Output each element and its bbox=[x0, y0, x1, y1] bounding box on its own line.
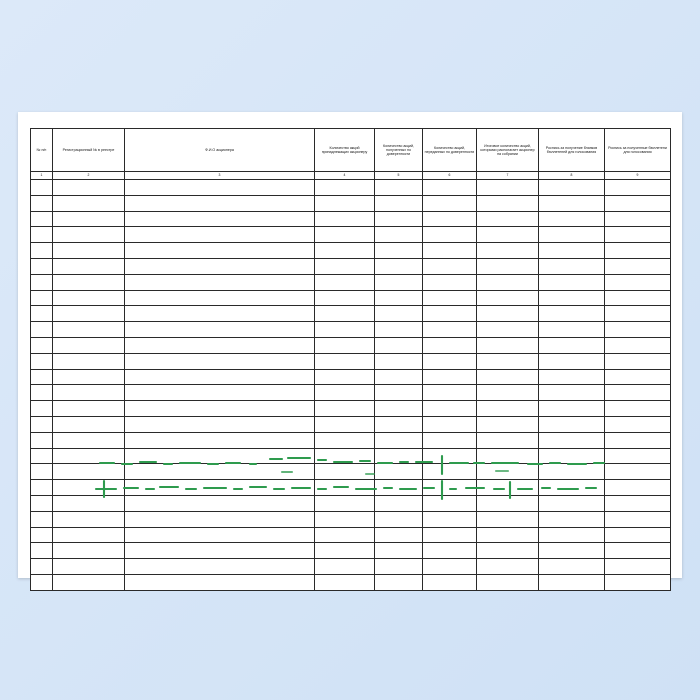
table-cell bbox=[315, 290, 375, 306]
table-cell bbox=[423, 385, 477, 401]
table-cell bbox=[31, 211, 53, 227]
table-cell bbox=[477, 369, 539, 385]
column-number-7: 7 bbox=[477, 172, 539, 180]
column-number-9: 9 bbox=[605, 172, 671, 180]
table-cell bbox=[53, 432, 125, 448]
table-cell bbox=[31, 574, 53, 590]
table-cell bbox=[605, 464, 671, 480]
table-cell bbox=[53, 416, 125, 432]
table-cell bbox=[477, 211, 539, 227]
table-cell bbox=[125, 495, 315, 511]
table-cell bbox=[315, 243, 375, 259]
table-cell bbox=[125, 543, 315, 559]
table-row bbox=[31, 211, 671, 227]
table-cell bbox=[477, 559, 539, 575]
table-cell bbox=[539, 543, 605, 559]
table-cell bbox=[605, 559, 671, 575]
table-cell bbox=[539, 559, 605, 575]
table-cell bbox=[125, 416, 315, 432]
table-cell bbox=[375, 464, 423, 480]
table-cell bbox=[605, 385, 671, 401]
table-cell bbox=[375, 401, 423, 417]
table-row bbox=[31, 306, 671, 322]
table-cell bbox=[31, 195, 53, 211]
table-cell bbox=[423, 337, 477, 353]
table-cell bbox=[477, 543, 539, 559]
table-row bbox=[31, 574, 671, 590]
table-row bbox=[31, 180, 671, 196]
table-cell bbox=[605, 306, 671, 322]
table-row bbox=[31, 227, 671, 243]
table-cell bbox=[423, 480, 477, 496]
table-cell bbox=[477, 274, 539, 290]
column-header-5: Количество акций, полученных по доверенности bbox=[375, 129, 423, 172]
table-cell bbox=[315, 401, 375, 417]
table-row bbox=[31, 353, 671, 369]
table-cell bbox=[477, 448, 539, 464]
column-header-4: Количество акций принадлежащих акционеру bbox=[315, 129, 375, 172]
table-cell bbox=[31, 385, 53, 401]
table-cell bbox=[539, 495, 605, 511]
table-cell bbox=[125, 306, 315, 322]
table-cell bbox=[315, 353, 375, 369]
table-cell bbox=[31, 258, 53, 274]
table-cell bbox=[539, 353, 605, 369]
table-cell bbox=[315, 480, 375, 496]
table-row bbox=[31, 480, 671, 496]
table-cell bbox=[477, 432, 539, 448]
table-cell bbox=[477, 258, 539, 274]
table-cell bbox=[315, 274, 375, 290]
table-cell bbox=[53, 290, 125, 306]
table-cell bbox=[31, 448, 53, 464]
table-cell bbox=[605, 480, 671, 496]
table-cell bbox=[53, 243, 125, 259]
table-cell bbox=[125, 227, 315, 243]
table-cell bbox=[423, 274, 477, 290]
table-cell bbox=[539, 243, 605, 259]
table-cell bbox=[31, 416, 53, 432]
table-cell bbox=[423, 543, 477, 559]
table-cell bbox=[53, 495, 125, 511]
table-cell bbox=[477, 195, 539, 211]
table-row bbox=[31, 543, 671, 559]
table-cell bbox=[375, 227, 423, 243]
table-row bbox=[31, 401, 671, 417]
table-cell bbox=[423, 495, 477, 511]
table-cell bbox=[375, 243, 423, 259]
table-cell bbox=[423, 401, 477, 417]
table-cell bbox=[31, 527, 53, 543]
table-cell bbox=[125, 574, 315, 590]
table-cell bbox=[477, 511, 539, 527]
table-cell bbox=[31, 243, 53, 259]
table-cell bbox=[375, 337, 423, 353]
table-cell bbox=[375, 511, 423, 527]
table-cell bbox=[423, 290, 477, 306]
table-cell bbox=[53, 574, 125, 590]
table-cell bbox=[423, 306, 477, 322]
table-cell bbox=[477, 243, 539, 259]
table-cell bbox=[539, 180, 605, 196]
table-cell bbox=[423, 432, 477, 448]
table-cell bbox=[423, 369, 477, 385]
table-cell bbox=[53, 322, 125, 338]
table-cell bbox=[423, 322, 477, 338]
table-cell bbox=[605, 227, 671, 243]
table-cell bbox=[477, 527, 539, 543]
table-cell bbox=[31, 464, 53, 480]
table-cell bbox=[31, 432, 53, 448]
table-cell bbox=[53, 543, 125, 559]
table-cell bbox=[375, 480, 423, 496]
table-cell bbox=[423, 574, 477, 590]
table-cell bbox=[53, 337, 125, 353]
table-cell bbox=[605, 543, 671, 559]
table-cell bbox=[125, 322, 315, 338]
table-cell bbox=[315, 337, 375, 353]
table-cell bbox=[605, 574, 671, 590]
table-cell bbox=[125, 258, 315, 274]
table-cell bbox=[375, 543, 423, 559]
table-cell bbox=[375, 527, 423, 543]
table-cell bbox=[539, 258, 605, 274]
table-cell bbox=[31, 480, 53, 496]
table-cell bbox=[423, 258, 477, 274]
table-cell bbox=[31, 543, 53, 559]
column-header-3: Ф.И.О акционера bbox=[125, 129, 315, 172]
table-cell bbox=[315, 211, 375, 227]
table-row bbox=[31, 416, 671, 432]
table-cell bbox=[539, 448, 605, 464]
table-row bbox=[31, 274, 671, 290]
table-cell bbox=[477, 495, 539, 511]
table-cell bbox=[605, 527, 671, 543]
table-row bbox=[31, 511, 671, 527]
column-header-1: № п/п bbox=[31, 129, 53, 172]
table-cell bbox=[477, 322, 539, 338]
table-cell bbox=[539, 274, 605, 290]
table-cell bbox=[539, 337, 605, 353]
table-cell bbox=[375, 432, 423, 448]
table-cell bbox=[605, 243, 671, 259]
table-cell bbox=[315, 258, 375, 274]
table-cell bbox=[315, 574, 375, 590]
table-cell bbox=[53, 306, 125, 322]
table-cell bbox=[315, 543, 375, 559]
table-cell bbox=[375, 306, 423, 322]
table-cell bbox=[605, 274, 671, 290]
table-cell bbox=[31, 337, 53, 353]
column-number-3: 3 bbox=[125, 172, 315, 180]
table-cell bbox=[539, 195, 605, 211]
table-cell bbox=[53, 401, 125, 417]
table-cell bbox=[375, 495, 423, 511]
table-cell bbox=[31, 369, 53, 385]
table-cell bbox=[375, 416, 423, 432]
column-header-6: Количество акций, переданных по доверенности bbox=[423, 129, 477, 172]
table-cell bbox=[31, 290, 53, 306]
table-cell bbox=[423, 559, 477, 575]
table-cell bbox=[53, 385, 125, 401]
table-cell bbox=[605, 258, 671, 274]
table-cell bbox=[605, 337, 671, 353]
table-cell bbox=[31, 559, 53, 575]
table-cell bbox=[315, 227, 375, 243]
table-cell bbox=[31, 401, 53, 417]
table-row bbox=[31, 495, 671, 511]
table-cell bbox=[53, 511, 125, 527]
table-cell bbox=[315, 464, 375, 480]
table-cell bbox=[315, 385, 375, 401]
table-cell bbox=[423, 527, 477, 543]
column-number-row bbox=[31, 172, 671, 180]
table-cell bbox=[423, 448, 477, 464]
table-row bbox=[31, 432, 671, 448]
table-cell bbox=[605, 495, 671, 511]
table-row bbox=[31, 258, 671, 274]
column-number-8: 8 bbox=[539, 172, 605, 180]
table-cell bbox=[375, 274, 423, 290]
table-cell bbox=[315, 448, 375, 464]
table-cell bbox=[477, 480, 539, 496]
table-cell bbox=[477, 401, 539, 417]
table-cell bbox=[539, 416, 605, 432]
table-cell bbox=[477, 574, 539, 590]
table-cell bbox=[31, 511, 53, 527]
table-cell bbox=[125, 180, 315, 196]
table-cell bbox=[315, 559, 375, 575]
table-cell bbox=[477, 353, 539, 369]
table-cell bbox=[315, 432, 375, 448]
table-cell bbox=[125, 432, 315, 448]
table-cell bbox=[31, 322, 53, 338]
table-cell bbox=[315, 180, 375, 196]
table-row bbox=[31, 243, 671, 259]
table-cell bbox=[53, 258, 125, 274]
column-number-6: 6 bbox=[423, 172, 477, 180]
table-cell bbox=[423, 464, 477, 480]
table-row bbox=[31, 322, 671, 338]
table-cell bbox=[53, 227, 125, 243]
table-cell bbox=[605, 432, 671, 448]
table-cell bbox=[375, 258, 423, 274]
table-cell bbox=[539, 369, 605, 385]
table-cell bbox=[539, 322, 605, 338]
table-cell bbox=[423, 416, 477, 432]
table-row bbox=[31, 290, 671, 306]
table-cell bbox=[423, 211, 477, 227]
registration-table bbox=[30, 128, 671, 591]
table-cell bbox=[31, 353, 53, 369]
table-cell bbox=[125, 353, 315, 369]
table-cell bbox=[477, 337, 539, 353]
document-sheet bbox=[18, 112, 682, 578]
table-cell bbox=[539, 574, 605, 590]
table-cell bbox=[605, 180, 671, 196]
table-cell bbox=[477, 464, 539, 480]
table-cell bbox=[605, 322, 671, 338]
table-cell bbox=[315, 322, 375, 338]
table-cell bbox=[605, 195, 671, 211]
table-cell bbox=[477, 416, 539, 432]
table-cell bbox=[125, 337, 315, 353]
table-cell bbox=[53, 559, 125, 575]
table-cell bbox=[53, 180, 125, 196]
table-cell bbox=[423, 243, 477, 259]
table-cell bbox=[125, 511, 315, 527]
table-cell bbox=[53, 464, 125, 480]
table-header-row bbox=[31, 129, 671, 172]
table-cell bbox=[423, 180, 477, 196]
table-cell bbox=[477, 227, 539, 243]
table-cell bbox=[315, 527, 375, 543]
table-cell bbox=[423, 353, 477, 369]
table-cell bbox=[375, 574, 423, 590]
table-row bbox=[31, 448, 671, 464]
table-cell bbox=[423, 227, 477, 243]
column-number-5: 5 bbox=[375, 172, 423, 180]
table-cell bbox=[605, 353, 671, 369]
table-cell bbox=[315, 416, 375, 432]
table-cell bbox=[315, 511, 375, 527]
table-row bbox=[31, 464, 671, 480]
table-cell bbox=[375, 369, 423, 385]
table-cell bbox=[31, 274, 53, 290]
table-cell bbox=[375, 195, 423, 211]
table-cell bbox=[125, 274, 315, 290]
table-cell bbox=[125, 448, 315, 464]
table-cell bbox=[53, 369, 125, 385]
table-cell bbox=[31, 306, 53, 322]
table-body bbox=[31, 180, 671, 591]
table-cell bbox=[315, 306, 375, 322]
table-cell bbox=[477, 306, 539, 322]
table-cell bbox=[125, 243, 315, 259]
table-cell bbox=[375, 559, 423, 575]
table-cell bbox=[539, 401, 605, 417]
table-cell bbox=[375, 322, 423, 338]
table-row bbox=[31, 195, 671, 211]
table-row bbox=[31, 559, 671, 575]
table-row bbox=[31, 337, 671, 353]
table-cell bbox=[125, 211, 315, 227]
table-cell bbox=[605, 369, 671, 385]
column-number-4: 4 bbox=[315, 172, 375, 180]
table-cell bbox=[539, 432, 605, 448]
table-cell bbox=[605, 511, 671, 527]
table-cell bbox=[375, 180, 423, 196]
table-cell bbox=[125, 369, 315, 385]
table-cell bbox=[125, 464, 315, 480]
table-cell bbox=[477, 290, 539, 306]
column-header-9: Роспись за полученные бюллетени для голосования bbox=[605, 129, 671, 172]
table-cell bbox=[539, 306, 605, 322]
column-number-2: 2 bbox=[53, 172, 125, 180]
table-cell bbox=[125, 290, 315, 306]
table-cell bbox=[605, 290, 671, 306]
table-cell bbox=[539, 227, 605, 243]
table-cell bbox=[605, 448, 671, 464]
table-cell bbox=[605, 401, 671, 417]
table-cell bbox=[125, 195, 315, 211]
table-row bbox=[31, 385, 671, 401]
table-cell bbox=[125, 527, 315, 543]
table-cell bbox=[53, 527, 125, 543]
table-row bbox=[31, 369, 671, 385]
table-cell bbox=[539, 480, 605, 496]
table-cell bbox=[315, 495, 375, 511]
table-cell bbox=[375, 448, 423, 464]
table-cell bbox=[53, 274, 125, 290]
table-cell bbox=[539, 527, 605, 543]
table-cell bbox=[539, 385, 605, 401]
table-cell bbox=[539, 511, 605, 527]
table-cell bbox=[53, 211, 125, 227]
table-cell bbox=[477, 180, 539, 196]
table-cell bbox=[477, 385, 539, 401]
table-cell bbox=[53, 195, 125, 211]
table-cell bbox=[315, 195, 375, 211]
table-cell bbox=[125, 385, 315, 401]
table-cell bbox=[423, 511, 477, 527]
table-cell bbox=[539, 464, 605, 480]
column-header-8: Роспись за получение бланков бюллетеней для голосования bbox=[539, 129, 605, 172]
table-cell bbox=[375, 290, 423, 306]
table-cell bbox=[605, 211, 671, 227]
table-row bbox=[31, 527, 671, 543]
table-cell bbox=[53, 480, 125, 496]
table-cell bbox=[375, 353, 423, 369]
column-header-2: Регистрационный № в реестре bbox=[53, 129, 125, 172]
table-cell bbox=[315, 369, 375, 385]
table-cell bbox=[125, 480, 315, 496]
table-cell bbox=[31, 495, 53, 511]
table-cell bbox=[423, 195, 477, 211]
table-cell bbox=[375, 385, 423, 401]
column-header-7: Итоговое количество акций, которыми располагает акционер на собрании bbox=[477, 129, 539, 172]
table-cell bbox=[31, 180, 53, 196]
table-cell bbox=[605, 416, 671, 432]
table-cell bbox=[31, 227, 53, 243]
table-cell bbox=[125, 559, 315, 575]
table-cell bbox=[125, 401, 315, 417]
table-cell bbox=[539, 290, 605, 306]
table-cell bbox=[53, 448, 125, 464]
column-number-1: 1 bbox=[31, 172, 53, 180]
table-cell bbox=[53, 353, 125, 369]
table-cell bbox=[539, 211, 605, 227]
table-cell bbox=[375, 211, 423, 227]
